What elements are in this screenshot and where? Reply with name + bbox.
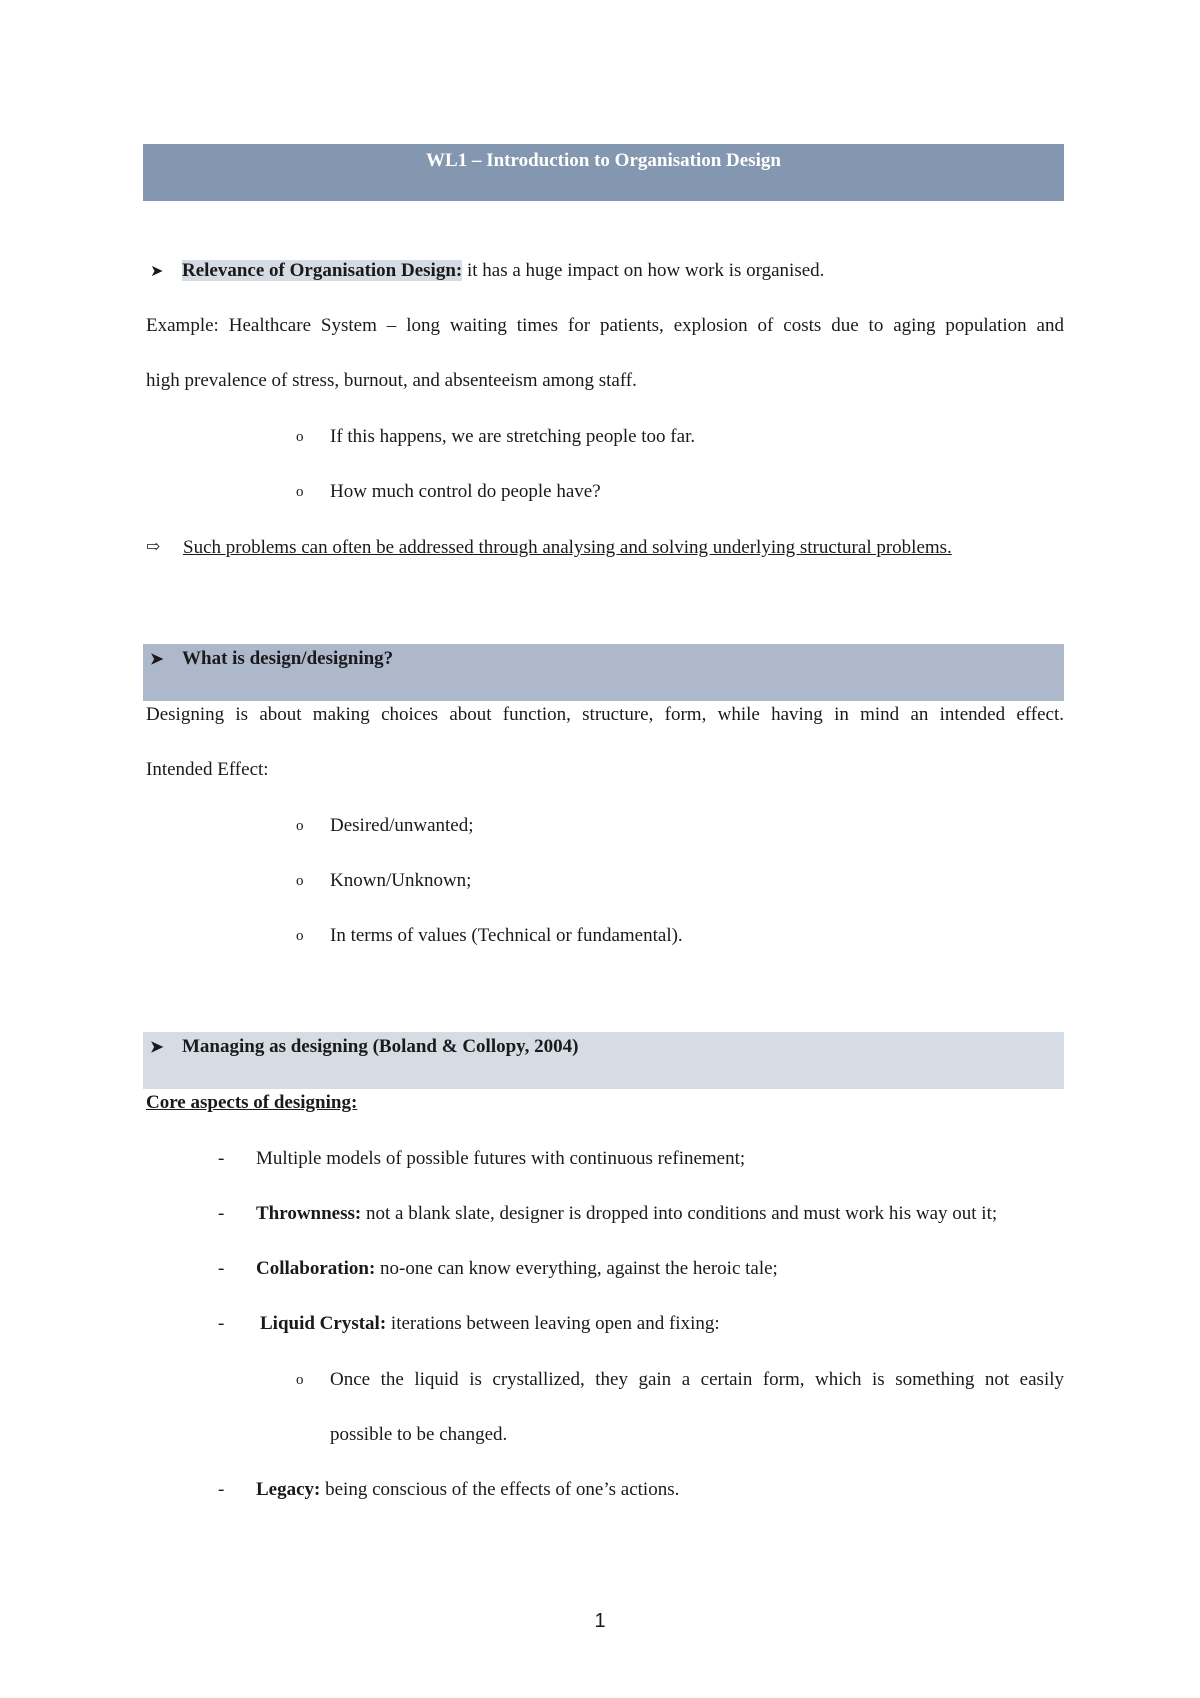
section2-line1: Designing is about making choices about function, structure, form, while having in mind an intended effect. xyxy=(146,704,1064,725)
section3-item-1 xyxy=(256,1146,745,1172)
title-bar xyxy=(143,144,1064,201)
right-arrow-icon: ⇨ xyxy=(146,537,161,556)
dash-bullet-icon: - xyxy=(218,1148,225,1169)
section2-heading-line xyxy=(150,646,393,673)
section3-item-3 xyxy=(256,1256,778,1282)
item-4-term: Liquid Crystal: xyxy=(260,1313,387,1334)
item-3-term: Collaboration: xyxy=(256,1258,376,1279)
item-2-text: not a blank slate, designer is dropped into conditions and must work his way out it; xyxy=(361,1203,998,1224)
circle-bullet-icon: o xyxy=(296,1372,304,1388)
arrow-bullet-icon: ➤ xyxy=(150,1039,164,1056)
section2-bullet-1: Desired/unwanted; xyxy=(330,815,474,836)
dash-bullet-icon: - xyxy=(218,1313,225,1334)
arrow-bullet-icon: ➤ xyxy=(150,651,164,668)
item-5-term: Legacy: xyxy=(256,1479,321,1500)
item-1-text: Multiple models of possible futures with continuous refinement; xyxy=(256,1148,746,1169)
section1-text: it has a huge impact on how work is organised. xyxy=(462,260,825,281)
circle-bullet-icon: o xyxy=(296,928,304,944)
item-4-text: iterations between leaving open and fixing: xyxy=(386,1313,720,1334)
page-number: 1 xyxy=(594,1610,606,1632)
section2-heading: What is design/designing? xyxy=(182,648,394,669)
section1-bullet-1: If this happens, we are stretching people too far. xyxy=(330,426,696,447)
dash-bullet-icon: - xyxy=(218,1479,225,1500)
section1-conclusion: Such problems can often be addressed through analysing and solving underlying structural problems. xyxy=(183,537,952,558)
section2-bullet-3: In terms of values (Technical or fundamental). xyxy=(330,925,683,946)
arrow-bullet-icon: ➤ xyxy=(150,263,164,280)
circle-bullet-icon: o xyxy=(296,818,304,834)
circle-bullet-icon: o xyxy=(296,873,304,889)
section3-heading-line xyxy=(150,1034,578,1061)
section3-subheading: Core aspects of designing: xyxy=(146,1092,358,1113)
document-title: WL1 – Introduction to Organisation Design xyxy=(426,150,781,171)
liquid-sub-line2: possible to be changed. xyxy=(330,1424,508,1445)
section2-line2: Intended Effect: xyxy=(146,759,269,780)
liquid-sub-line1: Once the liquid is crystallized, they gain a certain form, which is something not easily xyxy=(330,1369,1064,1390)
item-5-text: being conscious of the effects of one’s actions. xyxy=(320,1479,680,1500)
section1-heading: Relevance of Organisation Design: xyxy=(182,260,463,281)
section1-example-line1: Example: Healthcare System – long waiting times for patients, explosion of costs due to aging population and xyxy=(146,315,1064,336)
section2-bullet-2: Known/Unknown; xyxy=(330,870,472,891)
section3-item-5 xyxy=(256,1477,679,1503)
item-2-term: Thrownness: xyxy=(256,1203,362,1224)
item-3-text: no-one can know everything, against the heroic tale; xyxy=(375,1258,778,1279)
section3-heading: Managing as designing (Boland & Collopy, 2004) xyxy=(182,1036,579,1057)
section1-bullet-2: How much control do people have? xyxy=(330,481,601,502)
circle-bullet-icon: o xyxy=(296,429,304,445)
dash-bullet-icon: - xyxy=(218,1203,225,1224)
circle-bullet-icon: o xyxy=(296,484,304,500)
section3-item-2 xyxy=(256,1201,997,1227)
dash-bullet-icon: - xyxy=(218,1258,225,1279)
section3-item-4 xyxy=(260,1311,720,1337)
section1-heading-line xyxy=(150,258,824,285)
section1-example-line2: high prevalence of stress, burnout, and absenteeism among staff. xyxy=(146,370,637,391)
